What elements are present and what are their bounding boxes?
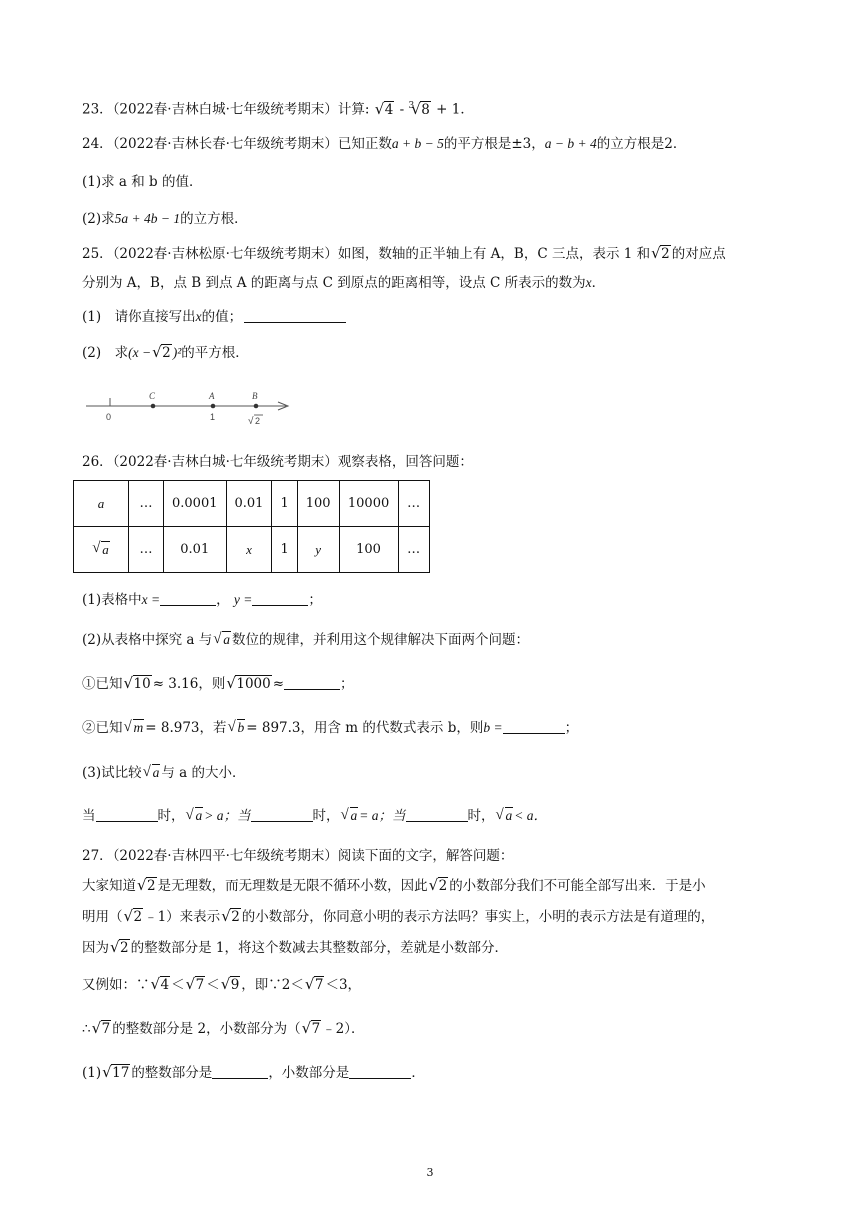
question-24-part-2: (2)求5a + 4b − 1的立方根． (82, 211, 248, 227)
answer-blank (349, 1064, 411, 1079)
sqrt-expression: √ 4 (375, 100, 395, 120)
question-text: 计算: (337, 101, 370, 118)
question-25-part-2: (2) 求(x −√ 2 )²的平方根． (82, 343, 249, 363)
question-26: 26．（2022春·吉林白城·七年级统考期末）观察表格，回答问题： (82, 454, 473, 470)
sqrt-expression: √ a (496, 806, 514, 826)
sqrt-expression: √ 7 (92, 1019, 112, 1039)
question-27-example-2: ∴√ 7 的整数部分是 2，小数部分为（√ 7 ﹣2）． (82, 1019, 365, 1039)
sqrt-symbol: √ (248, 416, 254, 427)
question-number: 26． (82, 454, 113, 470)
question-source: （2022春·吉林白城·七年级统考期末） (112, 454, 338, 470)
sqrt-expression: √ 7 (186, 975, 206, 995)
sqrt-expression: √ 17 (102, 1063, 130, 1083)
answer-blank (160, 591, 216, 606)
sqrt-expression: √ a (186, 806, 204, 826)
sqrt-expression: √ a (92, 541, 110, 558)
data-table (73, 480, 430, 573)
point-b (254, 404, 259, 409)
question-26-case-2: ②已知√ m = 8.973，若√ b = 897.3，用含 m 的代数式表示 b，则b = ； (82, 718, 578, 738)
question-source: （2022春·吉林四平·七年级统考期末） (112, 848, 338, 864)
answer-blank (284, 675, 340, 690)
label-one: 1 (210, 412, 216, 422)
question-27-line-3: 因为√ 2 的整数部分是 1，将这个数减去其整数部分，差就是小数部分． (82, 938, 508, 958)
question-25-line-2: 分别为 A，B，点 B 到点 A 的距离与点 C 到原点的距离相等，设点 C 所表示的数为x． (82, 275, 606, 291)
question-number: 24． (82, 136, 113, 152)
question-26-part-1: (1)表格中x = ， y = ； (82, 592, 322, 608)
question-26-part-2: (2)从表格中探究 a 与√ a 数位的规律，并利用这个规律解决下面两个问题： (82, 630, 529, 650)
table-row: a … 0.0001 0.01 1 100 10000 … (74, 481, 430, 527)
answer-blank (96, 807, 158, 822)
answer-blank (251, 807, 313, 822)
sqrt-expression: √ 7 (305, 975, 325, 995)
question-25: 25．（2022春·吉林松原·七年级统考期末）如图，数轴的正半轴上有 A，B，C 三点，表示 1 和√ 2 的对应点 (82, 244, 726, 264)
question-source: （2022春·吉林白城·七年级统考期末） (112, 101, 338, 118)
sqrt-expression: √ 7 (302, 1019, 322, 1039)
root-index: 3 (408, 101, 415, 111)
question-27: 27．（2022春·吉林四平·七年级统考期末）阅读下面的文字，解答问题： (82, 848, 514, 864)
sqrt-expression: √ 1000 (226, 674, 271, 694)
math-expression: a + b − 5 (391, 136, 444, 151)
label-a: A (209, 391, 215, 401)
cube-root-expression: √ 8 (411, 100, 431, 120)
question-source: （2022春·吉林松原·七年级统考期末） (112, 246, 338, 262)
question-source: （2022春·吉林长春·七年级统考期末） (112, 136, 338, 152)
sqrt-expression: √ 4 (151, 975, 171, 995)
answer-blank (244, 308, 346, 323)
answer-blank (406, 807, 468, 822)
table-row: √ a … 0.01 x 1 y 100 … (74, 527, 430, 573)
sqrt-expression: √ 2 (221, 907, 241, 927)
sqrt-expression: √ a (213, 630, 231, 650)
answer-blank (212, 1064, 268, 1079)
point-a (211, 404, 216, 409)
question-number: 23． (82, 101, 113, 118)
sqrt-expression: √ 2 (152, 343, 172, 363)
sqrt-expression: √ b (228, 718, 246, 738)
sqrt-expression: √ 2 (110, 938, 130, 958)
label-sqrt2: 2 (255, 416, 261, 426)
sqrt-expression: √ m (124, 718, 145, 738)
number-line-figure (82, 384, 302, 432)
question-27-line-2: 明用（√ 2 ﹣1）来表示√ 2 的小数部分，你同意小明的表示方法吗？事实上，小明的表示方法是有道理的， (82, 907, 714, 927)
question-23: 23．（2022春·吉林白城·七年级统考期末）计算: √ 4 - $^3$√ 8 + 1． (82, 96, 474, 120)
page-number: 3 (426, 1166, 434, 1179)
question-number: 25． (82, 246, 113, 262)
sqrt-expression: √ 10 (124, 674, 152, 694)
question-number: 27． (82, 848, 113, 864)
sqrt-expression: √ 2 (651, 244, 671, 264)
sqrt-expression: √ a (143, 763, 161, 783)
sqrt-expression: √ 2 (429, 876, 449, 896)
question-26-case-1: ①已知√ 10 ≈ 3.16，则√ 1000 ≈ ； (82, 674, 354, 694)
question-27-line-1: 大家知道√ 2 是无理数，而无理数是无限不循环小数，因此√ 2 的小数部分我们不可能全部写出来．于是小 (82, 876, 706, 896)
math-expression: a − b + 4 (544, 136, 597, 151)
label-zero: 0 (106, 412, 112, 422)
point-c (151, 404, 156, 409)
question-25-part-1: (1) 请你直接写出x的值； (82, 307, 346, 327)
question-24: 24．（2022春·吉林长春·七年级统考期末）已知正数a + b − 5的平方根是±3，a − b + 4的立方根是2． (82, 136, 687, 152)
answer-blank (503, 719, 565, 734)
sqrt-expression: √ 2 (137, 876, 157, 896)
question-27-example-1: 又例如：∵√ 4 ＜√ 7 ＜√ 9 ，即∵2＜√ 7 ＜3， (82, 975, 361, 995)
sqrt-expression: √ 2 (124, 907, 144, 927)
label-b: B (252, 391, 258, 401)
math-expression: 5a + 4b − 1 (114, 211, 181, 226)
sqrt-expression: √ a (341, 806, 359, 826)
answer-blank (252, 591, 308, 606)
label-c: C (149, 391, 156, 401)
question-27-part-1: (1)√ 17 的整数部分是 ，小数部分是 ． (82, 1063, 425, 1083)
question-26-comparison: 当 时，√ a > a；当 时，√ a = a；当 时，√ a < a． (82, 806, 547, 826)
question-26-part-3: (3)试比较√ a 与 a 的大小． (82, 763, 246, 783)
question-24-part-1: (1)求 a 和 b 的值． (82, 174, 203, 190)
sqrt-expression: √ 9 (221, 975, 241, 995)
